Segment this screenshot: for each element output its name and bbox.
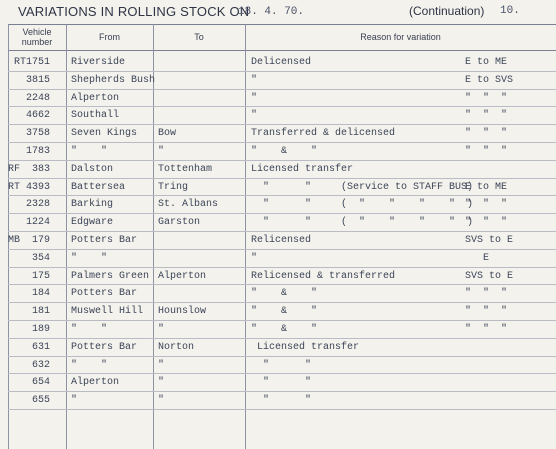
from-cell: Alperton	[71, 92, 120, 104]
table-row	[0, 285, 556, 303]
reason-cell: Licensed transfer	[251, 163, 354, 175]
reason-cell: " & "	[251, 324, 318, 335]
from-cell: Muswell Hill	[71, 306, 144, 318]
reason-cell: " " ( " " " " )	[251, 199, 474, 211]
table-row	[0, 214, 556, 232]
vehicle-number-cell: 2248	[25, 92, 50, 104]
from-cell: Potters Bar	[71, 341, 138, 353]
to-cell: Tring	[158, 181, 189, 193]
continuation-label: (Continuation)	[409, 4, 485, 18]
reason-cell: " & "	[251, 146, 318, 157]
code-cell: " " "	[465, 199, 508, 211]
vehicle-number-cell: 2328	[25, 199, 50, 211]
table-row	[0, 196, 556, 214]
to-cell: "	[158, 324, 165, 335]
from-cell: " "	[71, 146, 108, 157]
table-row	[0, 125, 556, 143]
from-cell: " "	[71, 324, 108, 335]
reason-cell: " "	[251, 377, 312, 389]
reason-cell: "	[251, 252, 258, 264]
vehicle-number-cell: 655	[31, 395, 50, 407]
table-row	[0, 339, 556, 357]
vehicle-number-cell: 184	[31, 288, 50, 300]
vehicle-number-cell: 354	[31, 252, 50, 264]
table-row	[0, 90, 556, 108]
to-cell: St. Albans	[158, 199, 219, 211]
to-cell: Tottenham	[158, 163, 213, 175]
to-cell: "	[158, 146, 165, 157]
vehicle-number-cell: MB 179	[7, 235, 50, 246]
header-vehicle-number: Vehicle number	[21, 27, 53, 47]
reason-cell: Relicensed	[251, 235, 312, 246]
from-cell: Riverside	[71, 57, 126, 68]
sheet-date: 18. 4. 70.	[238, 6, 305, 18]
vehicle-number-cell: 3758	[25, 128, 50, 140]
reason-cell: "	[251, 92, 258, 104]
from-cell: Potters Bar	[71, 235, 138, 246]
from-cell: Edgware	[71, 217, 114, 229]
vehicle-number-cell: 1224	[25, 217, 50, 229]
from-cell: Palmers Green	[71, 270, 150, 282]
page-title: VARIATIONS IN ROLLING STOCK ON	[18, 4, 250, 19]
from-cell: Battersea	[71, 181, 126, 193]
to-cell: "	[158, 377, 165, 389]
table-row	[0, 392, 556, 410]
table-row	[0, 107, 556, 125]
table-row	[0, 72, 556, 90]
header-from: From	[99, 32, 120, 42]
vehicle-number-cell: RT1751	[13, 57, 50, 68]
reason-cell: "	[251, 110, 258, 122]
reason-cell: Delicensed	[251, 57, 312, 68]
from-cell: Barking	[71, 199, 114, 211]
reason-cell: " "	[251, 359, 312, 371]
vehicle-number-cell: 1783	[25, 146, 50, 157]
header-to: To	[194, 32, 204, 42]
code-cell: " " "	[465, 128, 508, 140]
page-number: 10.	[500, 5, 520, 17]
from-cell: Seven Kings	[71, 128, 138, 140]
vehicle-number-cell: RF 383	[7, 163, 50, 175]
from-cell: " "	[71, 359, 108, 371]
reason-cell: " " (Service to STAFF BUS)	[251, 181, 474, 193]
code-cell: SVS to E	[465, 235, 514, 246]
to-cell: Alperton	[158, 270, 207, 282]
from-cell: Southall	[71, 110, 120, 122]
table-row	[0, 357, 556, 375]
vehicle-number-cell: 189	[31, 324, 50, 335]
vehicle-number-cell: 631	[31, 341, 50, 353]
code-cell: E to ME	[465, 57, 508, 68]
vehicle-number-cell: 175	[31, 270, 50, 282]
code-cell: E to ME	[465, 181, 508, 193]
reason-cell: " & "	[251, 288, 318, 300]
table-row	[0, 232, 556, 250]
table-row	[0, 179, 556, 197]
reason-cell: " " ( " " " " )	[251, 217, 474, 229]
code-cell: " " "	[465, 324, 508, 335]
code-cell: " " "	[465, 110, 508, 122]
reason-cell: " & "	[251, 306, 318, 318]
from-cell: Potters Bar	[71, 288, 138, 300]
table-row	[0, 374, 556, 392]
to-cell: "	[158, 359, 165, 371]
table-row	[0, 268, 556, 286]
code-cell: " " "	[465, 288, 508, 300]
to-cell: Garston	[158, 217, 201, 229]
to-cell: Norton	[158, 341, 195, 353]
table-row	[0, 143, 556, 161]
code-cell: " " "	[465, 92, 508, 104]
from-cell: "	[71, 395, 78, 407]
to-cell: Hounslow	[158, 306, 207, 318]
code-cell: SVS to E	[465, 270, 514, 282]
vehicle-number-cell: RT 4393	[7, 181, 50, 193]
vehicle-number-cell: 181	[31, 306, 50, 318]
code-cell: E to SVS	[465, 74, 514, 86]
reason-cell: Transferred & delicensed	[251, 128, 396, 140]
table-row	[0, 250, 556, 268]
code-cell: E	[465, 252, 490, 264]
code-cell: " " "	[465, 217, 508, 229]
table-row	[0, 161, 556, 179]
vehicle-number-cell: 654	[31, 377, 50, 389]
vehicle-number-cell: 3815	[25, 74, 50, 86]
reason-cell: Licensed transfer	[251, 341, 360, 353]
reason-cell: Relicensed & transferred	[251, 270, 396, 282]
header-rule	[8, 50, 556, 51]
from-cell: Shepherds Bush	[71, 74, 156, 86]
table-row	[0, 54, 556, 72]
from-cell: " "	[71, 252, 108, 264]
vehicle-number-cell: 632	[31, 359, 50, 371]
code-cell: " " "	[465, 146, 508, 157]
reason-cell: "	[251, 74, 258, 86]
header-reason: Reason for variation	[360, 32, 441, 42]
table-row	[0, 303, 556, 321]
row-rule	[8, 409, 556, 410]
from-cell: Dalston	[71, 163, 114, 175]
to-cell: "	[158, 395, 165, 407]
to-cell: Bow	[158, 128, 177, 140]
from-cell: Alperton	[71, 377, 120, 389]
table-row	[0, 321, 556, 339]
reason-cell: " "	[251, 395, 312, 407]
code-cell: " " "	[465, 306, 508, 318]
vehicle-number-cell: 4662	[25, 110, 50, 122]
